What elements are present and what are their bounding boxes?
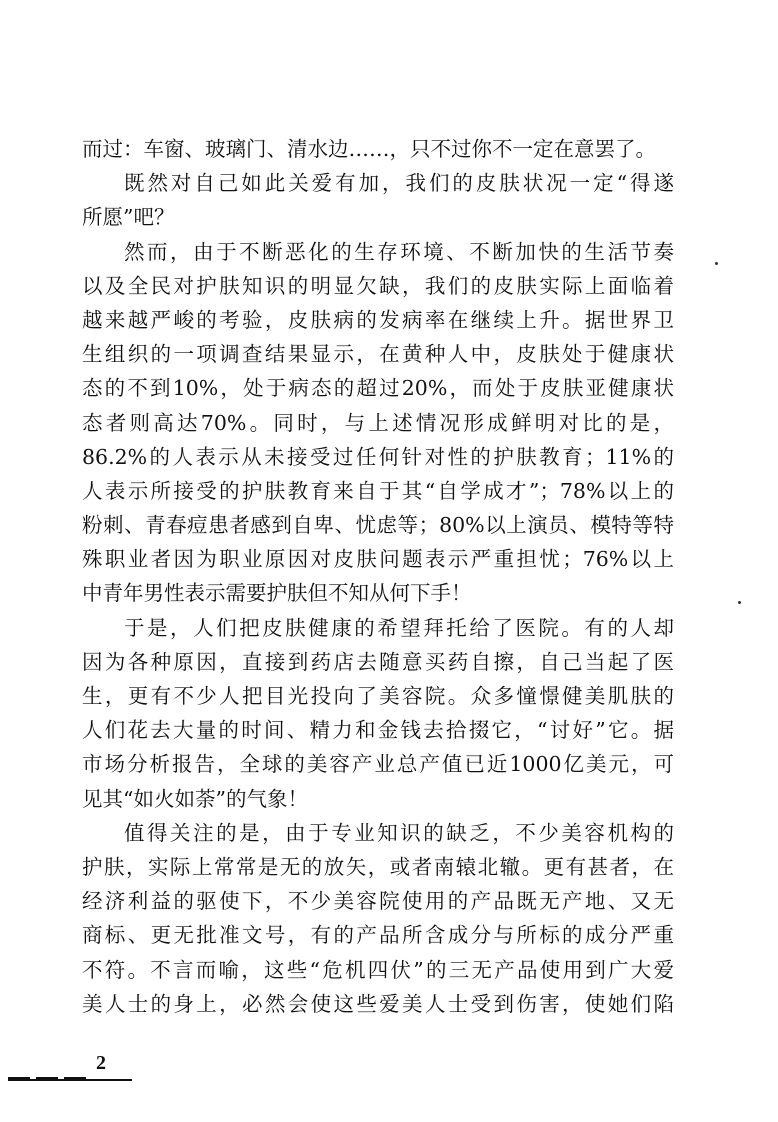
page-number: 2 [96, 1052, 106, 1074]
text-line: 生组织的一项调查结果显示，在黄种人中，皮肤处于健康状 [82, 342, 674, 367]
text-line: 值得关注的是，由于专业知识的缺乏，不少美容机构的 [124, 820, 674, 845]
text-line: 态的不到10%，处于病态的超过20%，而处于皮肤亚健康状 [82, 376, 674, 401]
text-line: 而过：车窗、玻璃门、清水边……，只不过你不一定在意罢了。 [82, 137, 656, 161]
text-line: 86.2%的人表示从未接受过任何针对性的护肤教育；11%的 [82, 444, 674, 469]
text-line: 见其“如火如荼”的气象！ [82, 786, 308, 811]
text-line: 殊职业者因为职业原因对皮肤问题表示严重担忧；76%以上 [82, 547, 674, 572]
text-line: 因为各种原因，直接到药店去随意买药自擦，自己当起了医 [82, 649, 674, 674]
text-line: 粉刺、青春痘患者感到自卑、忧虑等；80%以上演员、模特等特 [82, 513, 674, 538]
text-line: 人们花去大量的时间、精力和金钱去拾掇它，“讨好”它。据 [82, 718, 674, 743]
scan-speck [738, 601, 741, 604]
footer-rule-dash [64, 1077, 86, 1081]
paragraph-2 [82, 166, 674, 234]
text-line: 态者则高达70%。同时，与上述情况形成鲜明对比的是， [82, 410, 674, 435]
text-line: 生，更有不少人把目光投向了美容院。众多憧憬健美肌肤的 [82, 684, 674, 708]
text-line: 商标、更无批准文号，有的产品所含成分与所标的成分严重 [82, 923, 674, 948]
paragraph-1 [82, 132, 674, 166]
paragraph-3 [82, 235, 674, 611]
page-footer [8, 1052, 132, 1082]
paragraph-5 [82, 816, 674, 1021]
text-line: 美人士的身上，必然会使这些爱美人士受到伤害，使她们陷 [82, 991, 674, 1016]
page-body [82, 132, 674, 1021]
text-line: 以及全民对护肤知识的明显欠缺，我们的皮肤实际上面临着 [82, 273, 674, 298]
text-line: 越来越严峻的考验，皮肤病的发病率在继续上升。据世界卫 [82, 307, 674, 332]
paragraph-4 [82, 611, 674, 816]
footer-rule-dash [8, 1077, 30, 1081]
text-line: 市场分析报告，全球的美容产业总产值已近1000亿美元，可 [82, 752, 674, 777]
text-line: 护肤，实际上常常是无的放矢，或者南辕北辙。更有甚者，在 [82, 854, 674, 879]
scan-speck [715, 262, 718, 265]
text-line: 中青年男性表示需要护肤但不知从何下手！ [82, 581, 472, 606]
text-line: 不符。不言而喻，这些“危机四伏”的三无产品使用到广大爱 [82, 957, 674, 982]
text-line: 然而，由于不断恶化的生存环境、不断加快的生活节奏 [124, 239, 674, 264]
text-line: 所愿”吧？ [82, 205, 175, 230]
text-line: 于是，人们把皮肤健康的希望拜托给了医院。有的人却 [124, 615, 674, 640]
footer-rule-dash [36, 1077, 58, 1081]
text-line: 经济利益的驱使下，不少美容院使用的产品既无产地、又无 [82, 889, 674, 914]
text-line: 既然对自己如此关爱有加，我们的皮肤状况一定“得遂 [124, 171, 674, 196]
text-line: 人表示所接受的护肤教育来自于其“自学成才”；78%以上的 [82, 478, 674, 503]
